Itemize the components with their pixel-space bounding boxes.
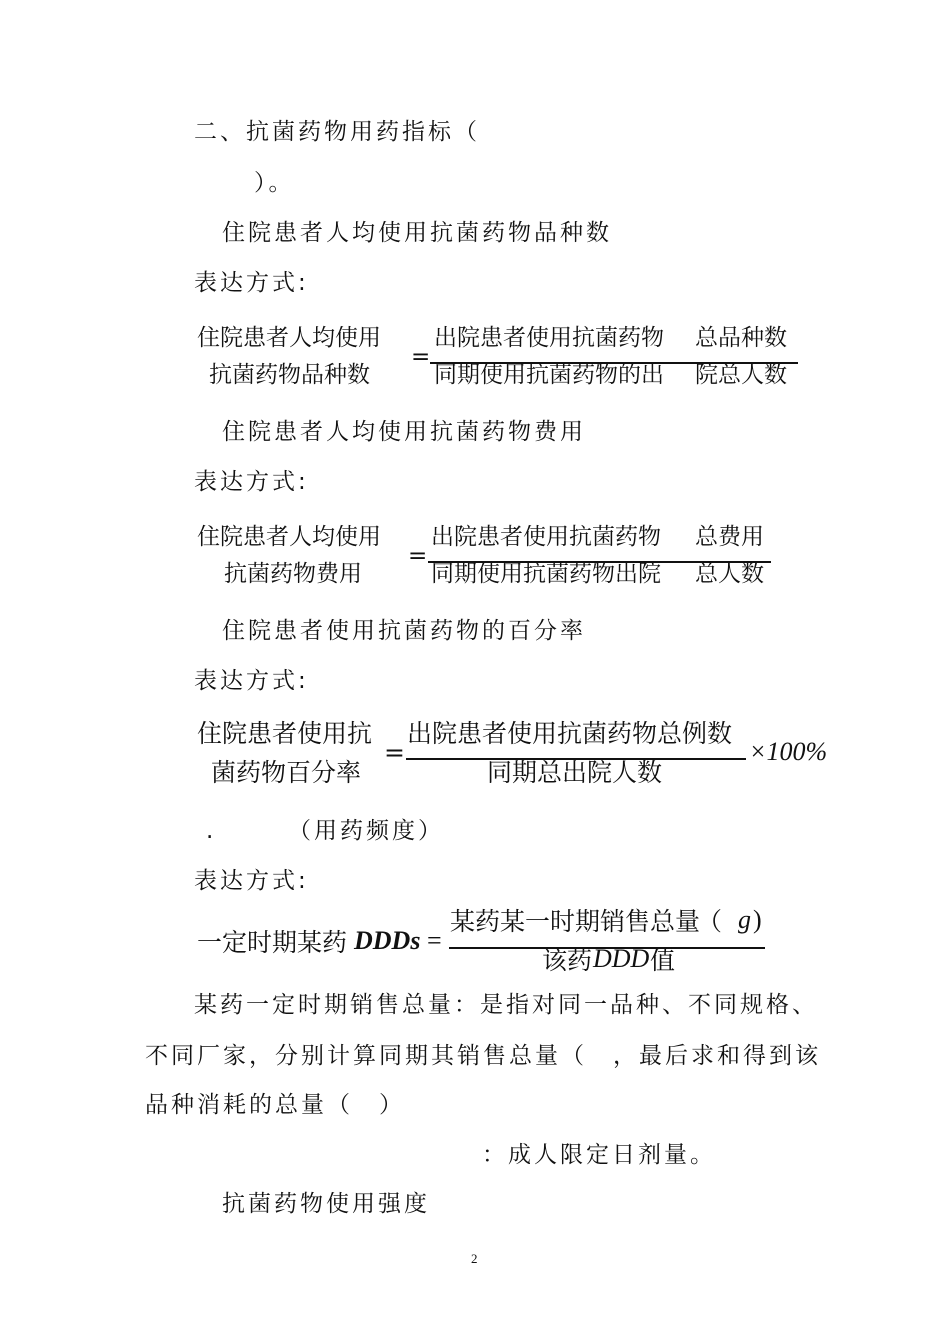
page-number: 2: [471, 1251, 478, 1266]
sec2-denominator-a: 同期使用抗菌药物出院: [431, 561, 661, 587]
sec3-expr-label: 表达方式:: [194, 668, 309, 694]
sec5-title: 抗菌药物使用强度: [222, 1191, 430, 1217]
sec4-lhs-var: DDDs: [354, 926, 421, 955]
sec4-numerator-var: g: [738, 905, 751, 934]
sec3-title: 住院患者使用抗菌药物的百分率: [222, 618, 586, 644]
sec2-denominator-b: 总人数: [695, 561, 764, 587]
sec1-numerator-a: 出院患者使用抗菌药物: [434, 325, 664, 351]
sec4-equals: =: [427, 926, 442, 955]
sec2-equals: =: [408, 543, 428, 569]
sec3-equals: =: [384, 738, 405, 767]
sec1-equals: =: [411, 344, 431, 370]
sec1-expr-label: 表达方式:: [194, 270, 309, 296]
sec1-title: 住院患者人均使用抗菌药物品种数: [222, 220, 612, 246]
sec1-numerator-b: 总品种数: [695, 325, 787, 351]
paragraph-line-2: 不同厂家，分别计算同期其销售总量（ ，最后求和得到该: [145, 1043, 821, 1069]
sec1-lhs-line2: 抗菌药物品种数: [209, 362, 370, 388]
paragraph-line-1: 某药一定时期销售总量：是指对同一品种、不同规格、: [194, 992, 818, 1018]
sec2-lhs-line1: 住院患者人均使用: [197, 524, 381, 550]
sec3-denominator: 同期总出院人数: [487, 758, 663, 787]
sec4-expr-label: 表达方式:: [194, 868, 309, 894]
sec2-numerator-a: 出院患者使用抗菌药物: [431, 524, 661, 550]
sec1-denominator-b: 院总人数: [695, 362, 787, 388]
sec2-lhs-line2: 抗菌药物费用: [224, 561, 362, 587]
sec4-denominator-text-b: 值: [650, 946, 676, 975]
sec3-lhs-line1: 住院患者使用抗: [197, 719, 373, 748]
sec2-numerator-b: 总费用: [695, 524, 764, 550]
sec4-dot: .: [206, 818, 217, 844]
sec4-numerator-paren-open: （: [697, 907, 723, 936]
paragraph-line-3: 品种消耗的总量（ ）: [145, 1092, 405, 1118]
sec3-multiplier: ×100%: [749, 737, 828, 766]
sec4-denominator-text-a: 该药: [542, 946, 593, 975]
section-heading: 二、抗菌药物用药指标（: [194, 119, 480, 145]
sec2-expr-label: 表达方式:: [194, 469, 309, 495]
sec1-denominator-a: 同期使用抗菌药物的出: [434, 362, 664, 388]
sec4-numerator-paren-close: ): [753, 905, 762, 934]
sec4-numerator-text: 某药某一时期销售总量: [450, 907, 701, 936]
sec1-lhs-line1: 住院患者人均使用: [197, 325, 381, 351]
sec3-numerator: 出院患者使用抗菌药物总例数: [407, 719, 733, 748]
ddd-definition: ：成人限定日剂量。: [482, 1142, 716, 1168]
sec4-title: （用药频度）: [288, 818, 444, 844]
sec2-title: 住院患者人均使用抗菌药物费用: [222, 419, 586, 445]
sec4-denominator-var: DDD: [593, 944, 650, 973]
section-heading-cont: ）。: [254, 170, 295, 196]
sec3-lhs-line2: 菌药物百分率: [211, 758, 362, 787]
sec4-lhs: 一定时期某药: [197, 928, 348, 957]
